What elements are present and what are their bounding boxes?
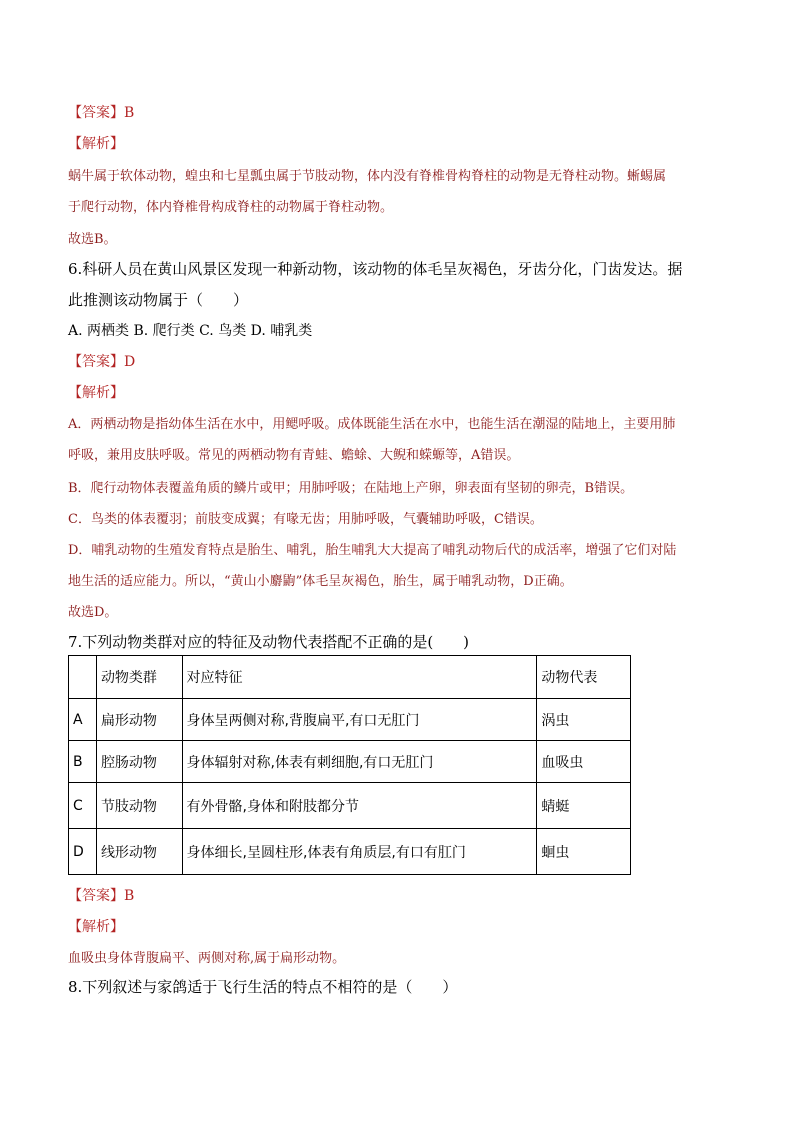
analysis-text-line: D．哺乳动物的生殖发育特点是胎生、哺乳，胎生哺乳大大提高了哺乳动物后代的成活率，增强了它们对陆 xyxy=(68,543,677,558)
table-cell: C xyxy=(69,783,97,829)
answer-label: 【答案】 xyxy=(68,105,124,121)
table-cell: 身体细长,呈圆柱形,体表有角质层,有口有肛门 xyxy=(182,829,537,875)
table-header-row xyxy=(69,656,631,699)
table-cell: 身体辐射对称,体表有刺细胞,有口无肛门 xyxy=(182,741,537,783)
table-cell: 血吸虫 xyxy=(537,741,631,783)
answer-line-6 xyxy=(68,351,135,371)
table-header-cell: 动物代表 xyxy=(537,656,631,699)
question-6-stem: 此推测该动物属于（ ） xyxy=(68,291,249,309)
table-header-cell: 对应特征 xyxy=(182,656,537,699)
analysis-text-line: 呼吸，兼用皮肤呼吸。常见的两栖动物有青蛙、蟾蜍、大鲵和蝾螈等，A错误。 xyxy=(68,448,520,463)
table-row xyxy=(69,741,631,783)
table-header-cell: 动物类群 xyxy=(96,656,182,699)
analysis-label-7: 【解析】 xyxy=(68,919,124,935)
analysis-text-line: B．爬行动物体表覆盖角质的鳞片或甲；用肺呼吸；在陆地上产卵，卵表面有坚韧的卵壳，B错误。 xyxy=(68,481,634,496)
table-cell: 腔肠动物 xyxy=(96,741,182,783)
analysis-text-line: C．鸟类的体表覆羽；前肢变成翼；有喙无齿；用肺呼吸，气囊辅助呼吸，C错误。 xyxy=(68,512,543,527)
table-row xyxy=(69,829,631,875)
table-cell: 线形动物 xyxy=(96,829,182,875)
animal-table xyxy=(68,655,631,875)
question-8-stem: 8.下列叙述与家鸽适于飞行生活的特点不相符的是（ ） xyxy=(68,978,458,996)
table-cell: 节肢动物 xyxy=(96,783,182,829)
table-row xyxy=(69,783,631,829)
answer-label: 【答案】 xyxy=(68,354,124,370)
conclusion-line: 故选B。 xyxy=(68,232,117,247)
analysis-label-5: 【解析】 xyxy=(68,136,124,152)
question-6-options: A. 两栖类 B. 爬行类 C. 鸟类 D. 哺乳类 xyxy=(68,323,313,339)
analysis-text-line: 血吸虫身体背腹扁平、两侧对称,属于扁形动物。 xyxy=(68,951,346,966)
analysis-text-line: 蜗牛属于软体动物，蝗虫和七星瓢虫属于节肢动物，体内没有脊椎骨构脊柱的动物是无脊柱动物。蜥蜴属 xyxy=(68,169,667,184)
table-cell: 涡虫 xyxy=(537,699,631,741)
answer-value: B xyxy=(124,888,135,904)
table-cell xyxy=(69,656,97,699)
question-6-stem: 6.科研人员在黄山风景区发现一种新动物，该动物的体毛呈灰褐色，牙齿分化，门齿发达。据 xyxy=(68,260,683,278)
table-cell: D xyxy=(69,829,97,875)
answer-line-7 xyxy=(68,885,134,905)
table-cell: 蜻蜓 xyxy=(537,783,631,829)
analysis-text-line: A．两栖动物是指幼体生活在水中，用鳃呼吸。成体既能生活在水中，也能生活在潮湿的陆地上，主要用肺 xyxy=(68,417,676,432)
answer-label: 【答案】 xyxy=(68,888,124,904)
table-cell: 扁形动物 xyxy=(96,699,182,741)
analysis-text-line: 于爬行动物，体内脊椎骨构成脊柱的动物属于脊柱动物。 xyxy=(68,200,394,215)
answer-line-5 xyxy=(68,102,134,122)
table-cell: 有外骨骼,身体和附肢都分节 xyxy=(182,783,537,829)
question-7-stem: 7.下列动物类群对应的特征及动物代表搭配不正确的是( ) xyxy=(68,633,470,651)
table-cell: 身体呈两侧对称,背腹扁平,有口无肛门 xyxy=(182,699,537,741)
table-cell: 蛔虫 xyxy=(537,829,631,875)
answer-value: D xyxy=(124,354,136,370)
analysis-text-line: 地生活的适应能力。所以，“黄山小麝鼩”体毛呈灰褐色，胎生，属于哺乳动物，D正确。 xyxy=(68,574,573,589)
table-cell: B xyxy=(69,741,97,783)
conclusion-line: 故选D。 xyxy=(68,605,118,620)
analysis-label-6: 【解析】 xyxy=(68,385,124,401)
table-cell: A xyxy=(69,699,97,741)
table-row xyxy=(69,699,631,741)
answer-value: B xyxy=(124,105,135,121)
